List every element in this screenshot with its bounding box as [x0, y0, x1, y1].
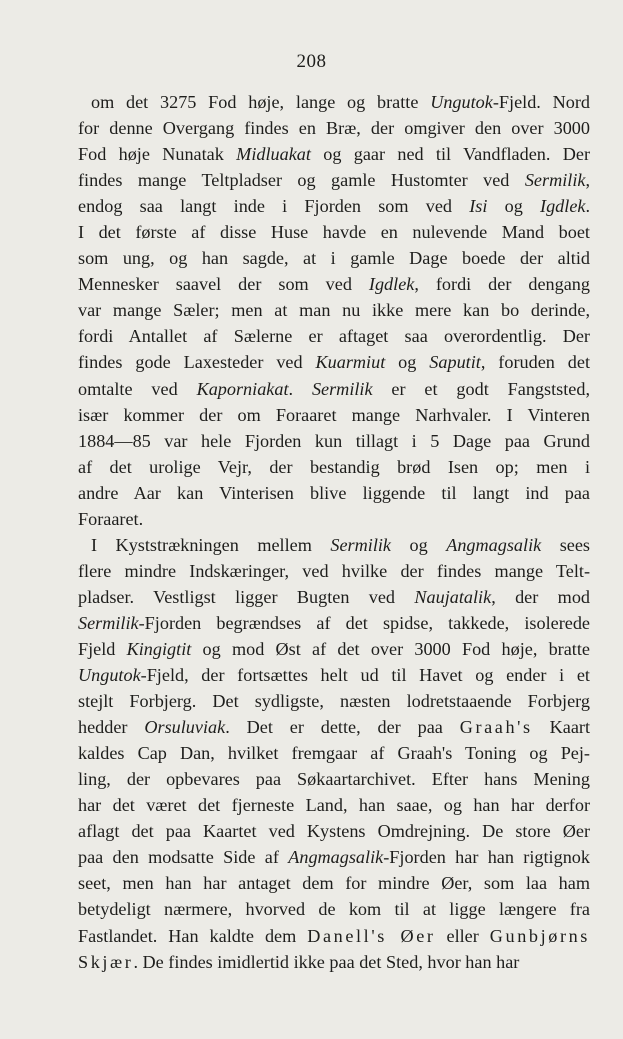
text-line — [78, 662, 590, 688]
text-line — [78, 167, 590, 193]
text-run: I Kyststrækningen mellem — [91, 534, 331, 555]
text-run: . — [288, 378, 312, 399]
text-line — [78, 584, 590, 610]
spaced-term: Danell's Øer — [307, 925, 436, 946]
text-line — [78, 89, 590, 115]
text-line — [78, 506, 590, 532]
text-run: seet, men han har antaget dem for mindre Øer, som laa ham — [78, 873, 590, 894]
text-run: 1884—85 var hele Fjorden kun tillagt i 5 Dage paa Grund — [78, 430, 590, 451]
text-line — [78, 376, 590, 402]
italic-term: Sermilik — [311, 378, 373, 399]
text-run: paa den modsatte Side af — [78, 847, 289, 868]
spaced-term: Skjær — [78, 951, 134, 972]
text-line — [78, 245, 590, 271]
text-run: . Det er dette, der paa — [225, 717, 460, 738]
text-run: betydeligt nærmere, hvorved de kom til at ligge længere fra — [78, 899, 590, 920]
paragraph — [78, 89, 590, 532]
text-run: var mange Sæler; men at man nu ikke mere kan bo derinde, — [78, 300, 590, 321]
spaced-term: Gunbjørns — [489, 925, 590, 946]
text-run: stejlt Forbjerg. Det sydligste, næsten lodretstaaende Forbjerg — [78, 691, 590, 712]
text-line — [78, 532, 590, 558]
text-line — [78, 271, 590, 297]
italic-term: Saputit — [429, 352, 481, 373]
text-run: har det været det fjerneste Land, han saae, og han har derfor — [78, 795, 590, 816]
text-run: af det urolige Vejr, der bestandig brød Isen op; men i — [78, 456, 590, 477]
text-run: aflagt det paa Kaartet ved Kystens Omdrejning. De store Øer — [78, 821, 590, 842]
text-run: Kaart — [532, 717, 590, 738]
text-run: og — [391, 534, 447, 555]
text-run: kaldes Cap Dan, hvilket fremgaar af Graah's Toning og Pej- — [78, 743, 590, 764]
italic-term: Igdlek — [540, 196, 586, 217]
text-run: ling, der opbevares paa Søkaartarchivet. Efter hans Mening — [78, 769, 590, 790]
text-run: eller — [435, 925, 490, 946]
text-line — [78, 818, 590, 844]
text-run: Fastlandet. Han kaldte dem — [78, 925, 308, 946]
text-run: findes mange Teltpladser og gamle Hustomter ved — [78, 170, 525, 191]
text-run: Foraaret. — [78, 508, 144, 529]
text-line — [78, 297, 590, 323]
paragraph — [78, 532, 590, 975]
text-run: findes gode Laxesteder ved — [78, 352, 316, 373]
italic-term: Sermilik — [330, 534, 392, 555]
text-run: . De findes imidlertid ikke paa det Sted, hvor han har — [133, 951, 520, 972]
text-line — [78, 949, 590, 975]
text-line — [78, 480, 590, 506]
spaced-term: Graah's — [459, 717, 533, 738]
text-line — [78, 714, 590, 740]
text-run: , der mod — [491, 586, 590, 607]
text-line — [78, 923, 590, 949]
text-line — [78, 610, 590, 636]
italic-term: Kuarmiut — [315, 352, 386, 373]
text-line — [78, 349, 590, 375]
italic-term: Isi — [469, 196, 488, 217]
text-run: er et godt Fangststed, — [372, 378, 590, 399]
text-line — [78, 219, 590, 245]
text-run: og mod Øst af det over 3000 Fod høje, bratte — [191, 638, 590, 659]
italic-term: Ungutok — [78, 665, 141, 686]
text-run: som ung, og han sagde, at i gamle Dage boede der altid — [78, 248, 590, 269]
text-run: omtalte ved — [78, 378, 197, 399]
italic-term: Midluakat — [236, 144, 311, 165]
text-run: og gaar ned til Vandfladen. Der — [310, 144, 590, 165]
text-run: flere mindre Indskæringer, ved hvilke der findes mange Telt- — [78, 560, 590, 581]
text-line — [78, 323, 590, 349]
text-run: især kommer der om Foraaret mange Narhvaler. I Vinteren — [78, 404, 590, 425]
text-line — [78, 115, 590, 141]
italic-term: Ungutok — [430, 92, 493, 112]
text-run: Fod høje Nunatak — [78, 144, 237, 165]
text-line — [78, 193, 590, 219]
text-line — [78, 844, 590, 870]
italic-term: Angmagsalik — [288, 847, 384, 868]
body-text — [78, 89, 590, 975]
italic-term: Igdlek — [368, 274, 415, 295]
text-run: hedder — [78, 717, 145, 738]
text-run: -Fjorden har han rigtignok — [383, 847, 590, 868]
italic-term: Angmagsalik — [446, 534, 542, 555]
text-run: -Fjeld, der fortsættes helt ud til Havet og ender i et — [140, 665, 590, 686]
italic-term: Orsuluviak — [144, 717, 226, 738]
italic-term: Kingigtit — [126, 638, 192, 659]
text-run: . — [585, 196, 590, 217]
text-line — [78, 766, 590, 792]
text-line — [78, 740, 590, 766]
text-run: og — [487, 196, 541, 217]
text-run: -Fjorden begrændses af det spidse, takkede, isolerede — [138, 612, 590, 633]
text-line — [78, 896, 590, 922]
text-run: endog saa langt inde i Fjorden som ved — [78, 196, 470, 217]
text-run: fordi Antallet af Sælerne er aftaget saa overordentlig. Der — [78, 326, 590, 347]
text-run: sees — [541, 534, 590, 555]
text-run: for denne Overgang findes en Bræ, der omgiver den over 3000 — [78, 118, 590, 139]
text-run: -Fjeld. Nord — [492, 92, 590, 112]
text-run: pladser. Vestligst ligger Bugten ved — [78, 586, 415, 607]
text-line — [78, 636, 590, 662]
text-run: , fordi der dengang — [414, 274, 590, 295]
text-run: , foruden det — [480, 352, 590, 373]
text-line — [78, 428, 590, 454]
text-line — [78, 792, 590, 818]
text-line — [78, 402, 590, 428]
italic-term: Naujatalik — [414, 586, 492, 607]
text-run: andre Aar kan Vinterisen blive liggende til langt ind paa — [78, 482, 590, 503]
text-run: Fjeld — [78, 638, 127, 659]
italic-term: Sermilik — [78, 612, 139, 633]
text-line — [78, 141, 590, 167]
text-line — [78, 688, 590, 714]
text-run: om det 3275 Fod høje, lange og bratte — [91, 92, 431, 112]
italic-term: Sermilik — [524, 170, 586, 191]
italic-term: Kaporniakat — [196, 378, 289, 399]
text-line — [78, 454, 590, 480]
text-run: I det første af disse Huse havde en nulevende Mand boet — [78, 222, 590, 243]
text-run: og — [385, 352, 430, 373]
text-run: , — [585, 170, 590, 191]
text-line — [78, 558, 590, 584]
text-run: Mennesker saavel der som ved — [78, 274, 369, 295]
page-number: 208 — [296, 51, 327, 72]
text-line — [78, 870, 590, 896]
